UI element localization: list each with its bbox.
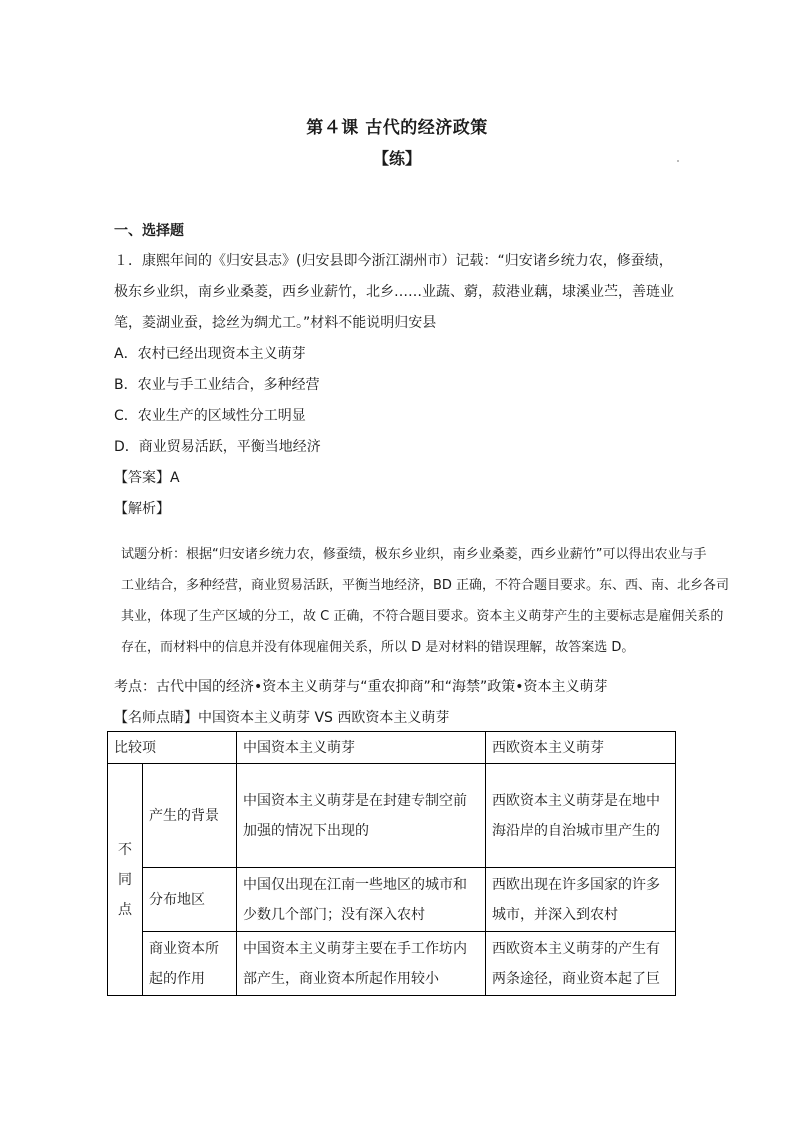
analysis-line: 工业结合，多种经营，商业贸易活跃，平衡当地经济，BD 正确，不符合题目要求。东、西、南、北乡各司 xyxy=(121,578,730,593)
analysis-label: 【解析】 xyxy=(114,501,170,517)
option-d: D．商业贸易活跃，平衡当地经济 xyxy=(114,439,321,455)
page-title: 第４课 古代的经济政策 xyxy=(306,118,488,138)
table-row xyxy=(108,868,676,932)
page-subtitle: 【练】 xyxy=(372,149,421,168)
option-b: B．农业与手工业结合，多种经营 xyxy=(114,377,320,393)
item-cell: 产生的背景 xyxy=(143,764,237,868)
table-header-row xyxy=(108,732,676,764)
table-row xyxy=(108,764,676,868)
header-cell: 比较项 xyxy=(108,732,237,764)
analysis-line: 试题分析：根据“归安诸乡统力农，修蚕绩，极东乡业织，南乡业桑菱，西乡业薪竹”可以得出农业与手 xyxy=(121,547,707,562)
group-label-cell xyxy=(108,764,143,996)
kaodian: 考点：古代中国的经济•资本主义萌芽与“重农抑商”和“海禁”政策•资本主义萌芽 xyxy=(114,679,608,695)
header-cell: 中国资本主义萌芽 xyxy=(237,732,486,764)
question-line: 笔，菱湖业蚕，捻丝为绸尤工。”材料不能说明归安县 xyxy=(114,315,437,331)
china-cell: 中国仅出现在江南一些地区的城市和 少数几个部门；没有深入农村 xyxy=(237,868,486,932)
option-c: C．农业生产的区域性分工明显 xyxy=(114,408,306,424)
header-cell: 西欧资本主义萌芽 xyxy=(486,732,676,764)
china-cell: 中国资本主义萌芽主要在手工作坊内 部产生，商业资本所起作用较小 xyxy=(237,932,486,996)
west-cell: 西欧资本主义萌芽的产生有 两条途径，商业资本起了巨 xyxy=(486,932,676,996)
item-cell: 分布地区 xyxy=(143,868,237,932)
analysis-line: 存在，而材料中的信息并没有体现雇佣关系，所以 D 是对材料的错误理解，故答案选 D。 xyxy=(121,640,635,655)
analysis-line: 其业，体现了生产区域的分工，故 C 正确，不符合题目要求。资本主义萌芽产生的主要标志是雇佣关系的 xyxy=(121,609,724,624)
option-a: A．农村已经出现资本主义萌芽 xyxy=(114,346,306,362)
question-line: 极东乡业织，南乡业桑菱，西乡业薪竹，北乡……业蔬、藭，菽港业藕，埭溪业苎，善琏业 xyxy=(114,284,674,300)
question-line: １．康熙年间的《归安县志》(归安县即今浙江湖州市）记载：“归安诸乡统力农，修蚕绩， xyxy=(114,253,673,269)
item-cell: 商业资本所 起的作用 xyxy=(143,932,237,996)
analysis-text xyxy=(121,539,761,663)
speck xyxy=(677,160,679,162)
group-label: 不 同 点 xyxy=(118,841,132,918)
china-cell: 中国资本主义萌芽是在封建专制空前 加强的情况下出现的 xyxy=(237,764,486,868)
table-row xyxy=(108,932,676,996)
west-cell: 西欧出现在许多国家的许多 城市，并深入到农村 xyxy=(486,868,676,932)
answer: 【答案】A xyxy=(114,470,180,486)
section-title: 一、选择题 xyxy=(114,223,184,239)
west-cell: 西欧资本主义萌芽是在地中 海沿岸的自治城市里产生的 xyxy=(486,764,676,868)
comparison-table xyxy=(107,731,676,996)
famous-teacher-heading: 【名师点睛】中国资本主义萌芽 VS 西欧资本主义萌芽 xyxy=(114,710,450,726)
